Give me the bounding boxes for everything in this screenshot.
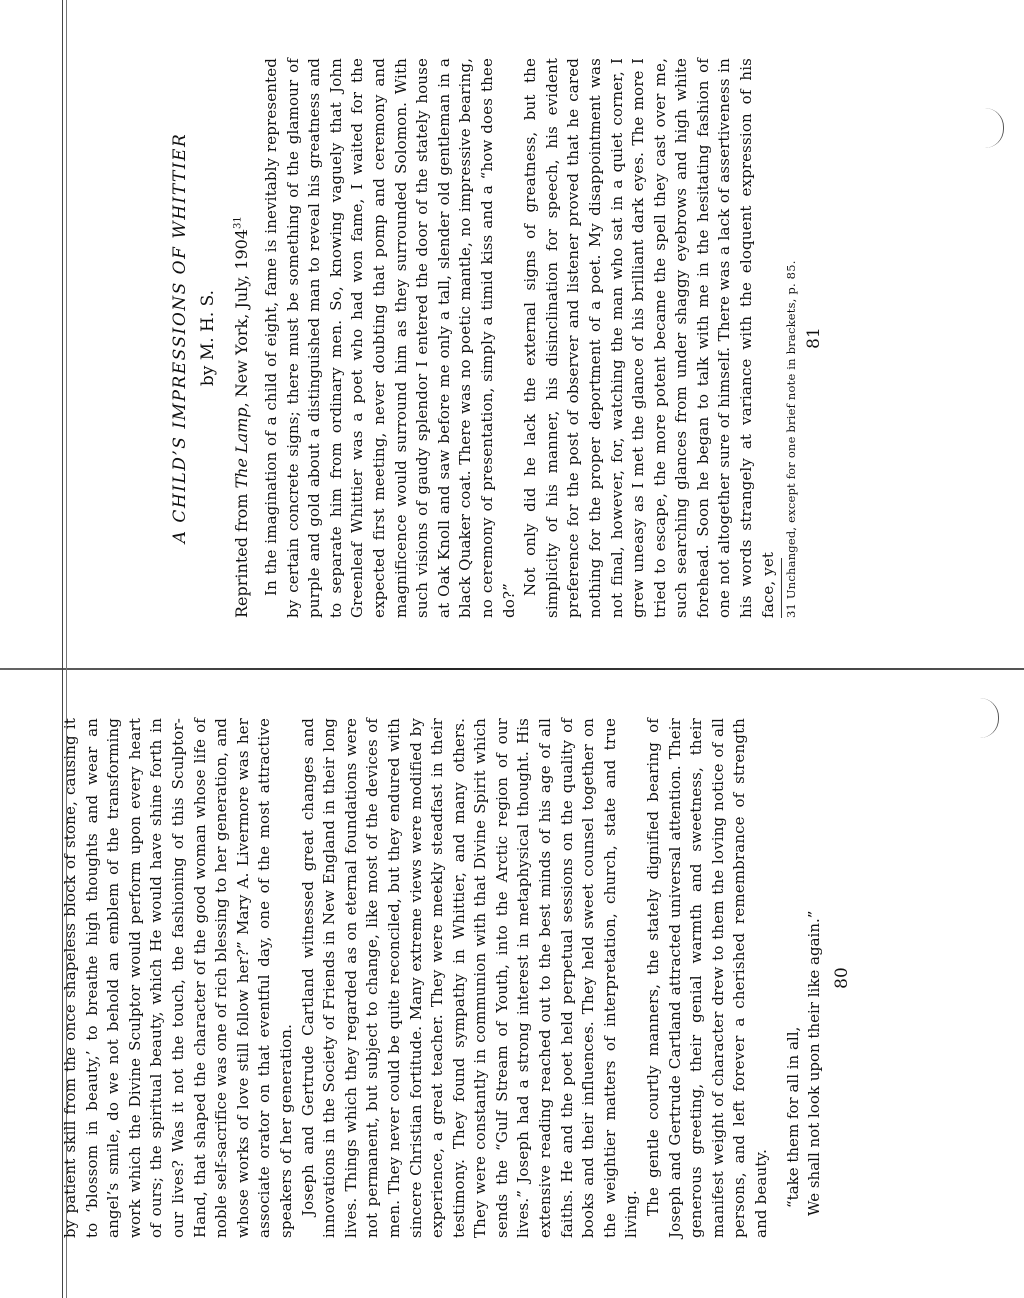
publication-name: The Lamp <box>232 407 251 489</box>
reprint-prefix: Reprinted from <box>232 488 251 618</box>
page-number: 81 <box>804 327 825 349</box>
footnote: 31 Unchanged, except for one brief note in brackets, p. 85. <box>784 260 799 618</box>
right-page <box>60 58 824 618</box>
paragraph: Joseph and Gertrude Cartland witnessed great changes and innovations in the Society of Friends in New England in their long lives. Things which they regarded as on eternal foundations were not permanent, but subject to change, like most of the devices of men. They never could be quite reconciled, but they endured with sincere Christian fortitude. Many extreme views were modified by experience, a great teacher. They were meekly steadfast in their testimony. They found sympathy in Whittier, and many others. They were constantly in communion with that Divine Spirit which sends the “Gulf Stream of Youth, into the Arctic region of our lives.” Joseph had a strong interest in metaphysical thought. His extensive reading reached out to the best minds of his age of all faiths. He and the poet held perpetual sessions on the quality of books and their influences. They held sweet counsel together on the weightier matters of interpretation, church, state and true living. <box>298 718 641 1238</box>
reprint-date: , New York, July, 1904 <box>232 228 251 408</box>
left-page <box>60 718 852 1238</box>
page-fold <box>0 668 1024 670</box>
footnote-ref: 31 <box>232 216 244 229</box>
article-title: A CHILD’S IMPRESSIONS OF WHITTIER <box>170 132 190 544</box>
left-page-body <box>60 718 773 1238</box>
reprint-note <box>232 58 251 618</box>
poem-line: We shall not look upon their like again.” <box>805 910 824 1216</box>
page-number: 80 <box>831 967 852 989</box>
paragraph: by patient skill from the once shapeless block of stone, causing it to ‘blossom in beauty,’ to breathe high thoughts and wear an angel’s smile, do we not behold an emblem of the transforming work which the Divine Sculptor would perform upon every heart of ours; the spiritual beauty, which He would have shine forth in our lives? Was it not the touch, the fashioning of this Sculptor-Hand, that shaped the character of the good woman whose life of noble self-sacrifice was one of rich blessing to her generation, and whose works of love still follow her?” Mary A. Livermore was her associate orator on that eventful day, one of the most attractive speakers of her generation. <box>61 718 295 1238</box>
scan-mark <box>980 698 999 738</box>
paragraph: In the imagination of a child of eight, fame is inevitably represented by certain concrete signs; there must be something of the glamour of purple and gold about a distinguished man to reveal his greatness and to separate him from ordinary men. So, knowing vaguely that John Greenleaf Whittier was a poet who had won fame, I waited for the expected first meeting, never doubting that pomp and ceremony and magnificence would surround him as they surrounded Solomon. With such visions of gaudy splendor I entered the door of the stately house at Oak Knoll and saw before me only a tall, slender old gentleman in a black Quaker coat. There was no poetic mantle, no impressive bearing, no ceremony of presentation, simply a timid kiss and a “how does thee do?” <box>262 58 518 618</box>
scan-mark <box>985 108 1004 148</box>
paragraph: The gentle courtly manners, the stately dignified bearing of Joseph and Gertrude Cartland attracted universal attention. Their generous greeting, their genial warmth and sweetness, their manifest weight of character drew to them the loving notice of all persons, and left forever a cherished remembrance of strength and beauty. <box>644 718 770 1238</box>
poem-line: “take them for all in all, <box>783 1026 802 1208</box>
paragraph: Not only did he lack the external signs of greatness, but the simplicity of his manner, his disinclination for speech, his evident preference for the post of observer and listener proved that he cared nothing for the proper deportment of a poet. My disappointment was not final, however, for, watching the man who sat in a quiet corner, I grew uneasy as I met the glance of his brilliant dark eyes. The more I tried to escape, the more potent became the spell they cast over me, such searching glances from under shaggy eyebrows and high white forehead. Soon he began to talk with me in the hesitating fashion of one not altogether sure of himself. There was a lack of assertiveness in his words strangely at variance with the eloquent expression of his face, yet <box>521 58 777 618</box>
poem-quote <box>783 718 826 1216</box>
footnote-rule <box>781 558 782 618</box>
byline: by M. H. S. <box>198 289 218 387</box>
right-page-body <box>261 58 779 618</box>
